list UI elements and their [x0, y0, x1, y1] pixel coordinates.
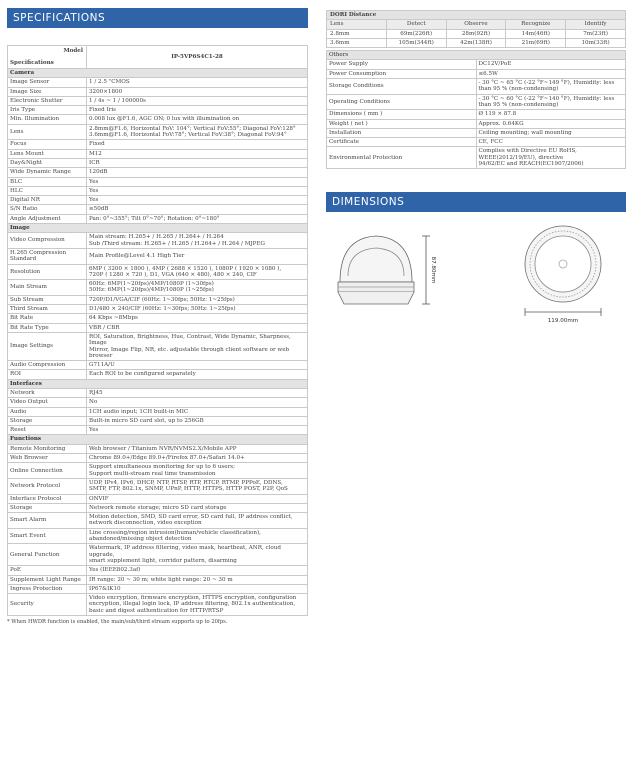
- spec-key: Remote Monitoring: [8, 444, 87, 453]
- spec-row: [8, 314, 308, 323]
- spec-value: Main stream: H.265+ / H.265 / H.264+ / H.264 Sub /Third stream: H.265+ / H.265 / H.264+ / H.264 / MJPEG: [87, 233, 308, 249]
- top-view: [525, 226, 601, 316]
- dimensions-drawing: [326, 224, 626, 334]
- spec-key: Video Output: [8, 398, 87, 407]
- spec-row: [8, 177, 308, 186]
- spec-row: [8, 295, 308, 304]
- others-table: [326, 50, 626, 169]
- spec-row: [8, 214, 308, 223]
- spec-key: Focus: [8, 140, 87, 149]
- others-key: Dimensions ( mm ): [327, 110, 477, 119]
- dori-cell: 28m(92ft): [446, 29, 506, 38]
- spec-row: [8, 370, 308, 379]
- model-value: IP-5VP6S4C1-28: [87, 46, 308, 69]
- spec-key: Image Size: [8, 87, 87, 96]
- others-value: - 30 °C ~ 65 °C (-22 °F~149 °F), Humidity: less than 95 % (non-condensing): [476, 79, 626, 95]
- spec-value: Yes: [87, 426, 308, 435]
- height-label: 87.80mm: [430, 256, 436, 284]
- dori-header-row: [327, 20, 626, 29]
- spec-value: ICR: [87, 158, 308, 167]
- spec-row: [8, 575, 308, 584]
- spec-value: Yes: [87, 186, 308, 195]
- spec-value: 0.008 lux @F1.6, AGC ON; 0 lux with illumination on: [87, 115, 308, 124]
- spec-row: [8, 158, 308, 167]
- spec-value: Network remote storage; micro SD card storage: [87, 503, 308, 512]
- spec-row: [8, 584, 308, 593]
- spec-row: [8, 196, 308, 205]
- others-row: [327, 94, 626, 110]
- others-key: Storage Conditions: [327, 79, 477, 95]
- section-title: Functions: [8, 435, 308, 444]
- others-value: Ceiling mounting; wall mounting: [476, 128, 626, 137]
- spec-key: Lens Mount: [8, 149, 87, 158]
- spec-value: M12: [87, 149, 308, 158]
- spec-key: Day&Night: [8, 158, 87, 167]
- dori-header-cell: Observe: [446, 20, 506, 29]
- spec-key: Min. Illumination: [8, 115, 87, 124]
- dori-title: DORI Distance: [327, 11, 626, 20]
- right-column: [326, 10, 626, 334]
- spec-key: Web Browser: [8, 454, 87, 463]
- spec-key: Interface Protocol: [8, 494, 87, 503]
- spec-key: PoE: [8, 566, 87, 575]
- spec-key: Smart Alarm: [8, 513, 87, 529]
- spec-row: [8, 305, 308, 314]
- spec-value: ONVIF: [87, 494, 308, 503]
- spec-row: [8, 444, 308, 453]
- spec-value: D1/480 × 240/CIF (60Hz: 1~30fps; 50Hz: 1~25fps): [87, 305, 308, 314]
- dori-cell: 14m(46ft): [506, 29, 566, 38]
- model-header-row: [8, 46, 308, 69]
- spec-key: BLC: [8, 177, 87, 186]
- width-label: 119.00mm: [547, 318, 579, 325]
- spec-key: Smart Event: [8, 528, 87, 544]
- others-key: Weight ( net ): [327, 119, 477, 128]
- spec-row: [8, 168, 308, 177]
- spec-key: Storage: [8, 416, 87, 425]
- others-title: Others: [327, 51, 626, 60]
- spec-row: [8, 494, 308, 503]
- model-label: Model: [63, 48, 83, 54]
- others-value: - 30 °C ~ 60 °C (-22 °F~140 °F), Humidity: less than 95 % (non-condensing): [476, 94, 626, 110]
- section-title: Camera: [8, 69, 308, 78]
- spec-value: No: [87, 398, 308, 407]
- dimensions-heading: DIMENSIONS: [326, 192, 626, 212]
- spec-key: Video Compression: [8, 233, 87, 249]
- spec-value: Pan: 0°~355°; Tilt 0°~70°; Rotation: 0°~180°: [87, 214, 308, 223]
- specifications-heading: SPECIFICATIONS: [7, 8, 308, 28]
- spec-value: Chrome 89.0+/Edge 89.0+/Firefox 87.0+/Safari 14.0+: [87, 454, 308, 463]
- others-key: Installation: [327, 128, 477, 137]
- spec-row: [8, 115, 308, 124]
- spec-value: 1 / 4s ~ 1 / 100000s: [87, 96, 308, 105]
- others-key: Environmental Protection: [327, 147, 477, 169]
- spec-value: 3200×1800: [87, 87, 308, 96]
- spec-key: Supplement Light Range: [8, 575, 87, 584]
- spec-row: [8, 264, 308, 280]
- spec-key: Image Sensor: [8, 78, 87, 87]
- spec-key: Electronic Shutter: [8, 96, 87, 105]
- dome-camera-diagram: [326, 224, 626, 339]
- spec-key: Audio Compression: [8, 361, 87, 370]
- spec-value: Fixed: [87, 140, 308, 149]
- spec-row: [8, 416, 308, 425]
- spec-key: HLC: [8, 186, 87, 195]
- spec-value: 64 Kbps ~8Mbps: [87, 314, 308, 323]
- dori-header-cell: Detect: [386, 20, 446, 29]
- spec-value: Support simultaneous monitoring for up to 6 users; Support multi-stream real time transmission: [87, 463, 308, 479]
- spec-row: [8, 398, 308, 407]
- dori-cell: 69m(226ft): [386, 29, 446, 38]
- spec-value: Web browser / Titanium NVR/NVMS2.X/Mobile APP: [87, 444, 308, 453]
- spec-row: [8, 407, 308, 416]
- spec-value: Yes (IEEE802.3af): [87, 566, 308, 575]
- spec-row: [8, 149, 308, 158]
- spec-key: Digital NR: [8, 196, 87, 205]
- dori-cell: 2.8mm: [327, 29, 387, 38]
- spec-row: [8, 594, 308, 616]
- dori-cell: 7m(23ft): [566, 29, 626, 38]
- dori-cell: 10m(33ft): [566, 38, 626, 47]
- spec-value: 60Hz: 6MP(1~20fps)/4MP/1080P (1~30fps) 50Hz: 6MP(1~20fps)/4MP/1080P (1~25fps): [87, 280, 308, 296]
- spec-key: S/N Ratio: [8, 205, 87, 214]
- spec-value: ROI, Saturation, Brightness, Hue, Contrast, Wide Dynamic, Sharpness, Image Mirror, Image Flip, NR, etc. adjustable through client software or web browser: [87, 332, 308, 360]
- spec-key: Iris Type: [8, 106, 87, 115]
- spec-key: Image Settings: [8, 332, 87, 360]
- spec-value: Video encryption, firmware encryption, HTTPS encryption, configuration encryption, illegal login lock, IP address filtering, 802.1x authentication, basic and digest authentication for HTTP/RTSP: [87, 594, 308, 616]
- spec-row: [8, 233, 308, 249]
- spec-key: H.265 Compression Standard: [8, 248, 87, 264]
- spec-value: ≥50dB: [87, 205, 308, 214]
- dori-table: [326, 10, 626, 48]
- spec-key: Reset: [8, 426, 87, 435]
- spec-row: [8, 106, 308, 115]
- spec-value: Each ROI to be configured separately: [87, 370, 308, 379]
- others-key: Power Consumption: [327, 69, 477, 78]
- spec-row: [8, 528, 308, 544]
- section-row: [8, 379, 308, 388]
- others-row: [327, 110, 626, 119]
- others-key: Operating Conditions: [327, 94, 477, 110]
- spec-value: UDP, IPv4, IPv6, DHCP, NTP, RTSP, RTP, RTCP, RTMP, PPPoE, DDNS, SMTP, FTP, 802.1x, SNMP, UPnP, HTTP, HTTPS, HTTP POST, P2P, QoS: [87, 478, 308, 494]
- specifications-label: Specifications: [10, 59, 54, 66]
- spec-row: [8, 332, 308, 360]
- spec-value: Watermark, IP address filtering, video mask, heartbeat, ANR, cloud upgrade, smart supplement light, corridor pattern, disarming: [87, 544, 308, 566]
- others-row: [327, 79, 626, 95]
- spec-value: Line crossing/region intrusion(human/vehicle classification), abandoned/missing object detection: [87, 528, 308, 544]
- dori-cell: 42m(138ft): [446, 38, 506, 47]
- spec-row: [8, 454, 308, 463]
- spec-row: [8, 463, 308, 479]
- spec-value: G711A/U: [87, 361, 308, 370]
- others-key: Certificate: [327, 138, 477, 147]
- others-row: [327, 69, 626, 78]
- others-row: [327, 147, 626, 169]
- spec-row: [8, 124, 308, 140]
- dori-cell: 21m(69ft): [506, 38, 566, 47]
- spec-value: VBR / CBR: [87, 323, 308, 332]
- spec-key: Network Protocol: [8, 478, 87, 494]
- others-key: Power Supply: [327, 60, 477, 69]
- others-value: ≤6.5W: [476, 69, 626, 78]
- spec-row: [8, 96, 308, 105]
- spec-key: Third Stream: [8, 305, 87, 314]
- others-row: [327, 128, 626, 137]
- footnote: * When HWDR function is enabled, the main/sub/third stream supports up to 20fps.: [7, 619, 228, 625]
- spec-value: 1CH audio input; 1CH built-in MIC: [87, 407, 308, 416]
- spec-row: [8, 361, 308, 370]
- spec-row: [8, 426, 308, 435]
- spec-value: Built-in micro SD card slot, up to 256GB: [87, 416, 308, 425]
- spec-key: Network: [8, 388, 87, 397]
- specifications-table: [7, 45, 308, 616]
- spec-value: Motion detection, SMD, SD card error, SD card full, IP address conflict, network disconnection, video exception: [87, 513, 308, 529]
- spec-key: Lens: [8, 124, 87, 140]
- spec-key: Bit Rate Type: [8, 323, 87, 332]
- spec-row: [8, 513, 308, 529]
- spec-row: [8, 388, 308, 397]
- spec-row: [8, 87, 308, 96]
- spec-key: Ingress Protection: [8, 584, 87, 593]
- spec-row: [8, 544, 308, 566]
- spec-value: 720P/D1/VGA/CIF (60Hz: 1~30fps; 50Hz: 1~25fps): [87, 295, 308, 304]
- spec-key: Resolution: [8, 264, 87, 280]
- spec-key: Wide Dynamic Range: [8, 168, 87, 177]
- spec-value: 120dB: [87, 168, 308, 177]
- spec-row: [8, 323, 308, 332]
- section-row: [8, 224, 308, 233]
- others-row: [327, 138, 626, 147]
- dori-header-cell: Recognize: [506, 20, 566, 29]
- spec-key: Audio: [8, 407, 87, 416]
- section-title: Image: [8, 224, 308, 233]
- spec-row: [8, 78, 308, 87]
- side-view: [338, 236, 430, 304]
- model-header-cell: [8, 46, 87, 69]
- spec-row: [8, 280, 308, 296]
- spec-row: [8, 248, 308, 264]
- spec-key: ROI: [8, 370, 87, 379]
- spec-key: General Function: [8, 544, 87, 566]
- dori-cell: 3.6mm: [327, 38, 387, 47]
- spec-key: Online Connection: [8, 463, 87, 479]
- spec-row: [8, 566, 308, 575]
- spec-value: Fixed Iris: [87, 106, 308, 115]
- spec-value: RJ45: [87, 388, 308, 397]
- others-value: DC12V/PoE: [476, 60, 626, 69]
- spec-row: [8, 205, 308, 214]
- spec-row: [8, 503, 308, 512]
- spec-key: Storage: [8, 503, 87, 512]
- spec-value: 6MP ( 3200 × 1800 ), 4MP ( 2688 × 1520 ), 1080P ( 1920 × 1080 ), 720P ( 1280 × 720 ), D1, VGA (640 × 480), 480 × 240, CIF: [87, 264, 308, 280]
- spec-value: 1 / 2.5 "CMOS: [87, 78, 308, 87]
- spec-key: Sub Stream: [8, 295, 87, 304]
- others-value: CE, FCC: [476, 138, 626, 147]
- spec-value: 2.8mm@F1.6, Horizontal FoV: 104°; Vertical FoV:55°; Diagonal FoV:128° 3.6mm@F1.6, Horizontal FoV:78°; Vertical FoV:38°; Diagonal FoV:94°: [87, 124, 308, 140]
- spec-key: Main Stream: [8, 280, 87, 296]
- dori-cell: 105m(344ft): [386, 38, 446, 47]
- others-value: Approx. 0.64KG: [476, 119, 626, 128]
- spec-row: [8, 186, 308, 195]
- section-title: Interfaces: [8, 379, 308, 388]
- section-row: [8, 69, 308, 78]
- dori-header-cell: Lens: [327, 20, 387, 29]
- spec-value: IR range: 20 ~ 30 m; white light range: 20 ~ 30 m: [87, 575, 308, 584]
- section-row: [8, 435, 308, 444]
- dori-header-cell: Identify: [566, 20, 626, 29]
- spec-value: Main Profile@Level 4.1 High Tier: [87, 248, 308, 264]
- others-value: Ø 119 × 87.8: [476, 110, 626, 119]
- dori-row: [327, 29, 626, 38]
- others-value: Complies with Directive EU RoHS, WEEE(2012/19/EU), directive 94/62/EC and REACH(EC1907/2006): [476, 147, 626, 169]
- specifications-column: [7, 8, 308, 625]
- spec-key: Security: [8, 594, 87, 616]
- spec-value: Yes: [87, 196, 308, 205]
- spec-row: [8, 478, 308, 494]
- spec-key: Angle Adjustment: [8, 214, 87, 223]
- spec-value: IP67&IK10: [87, 584, 308, 593]
- spec-value: Yes: [87, 177, 308, 186]
- others-row: [327, 119, 626, 128]
- spec-key: Bit Rate: [8, 314, 87, 323]
- others-row: [327, 60, 626, 69]
- spec-row: [8, 140, 308, 149]
- dori-row: [327, 38, 626, 47]
